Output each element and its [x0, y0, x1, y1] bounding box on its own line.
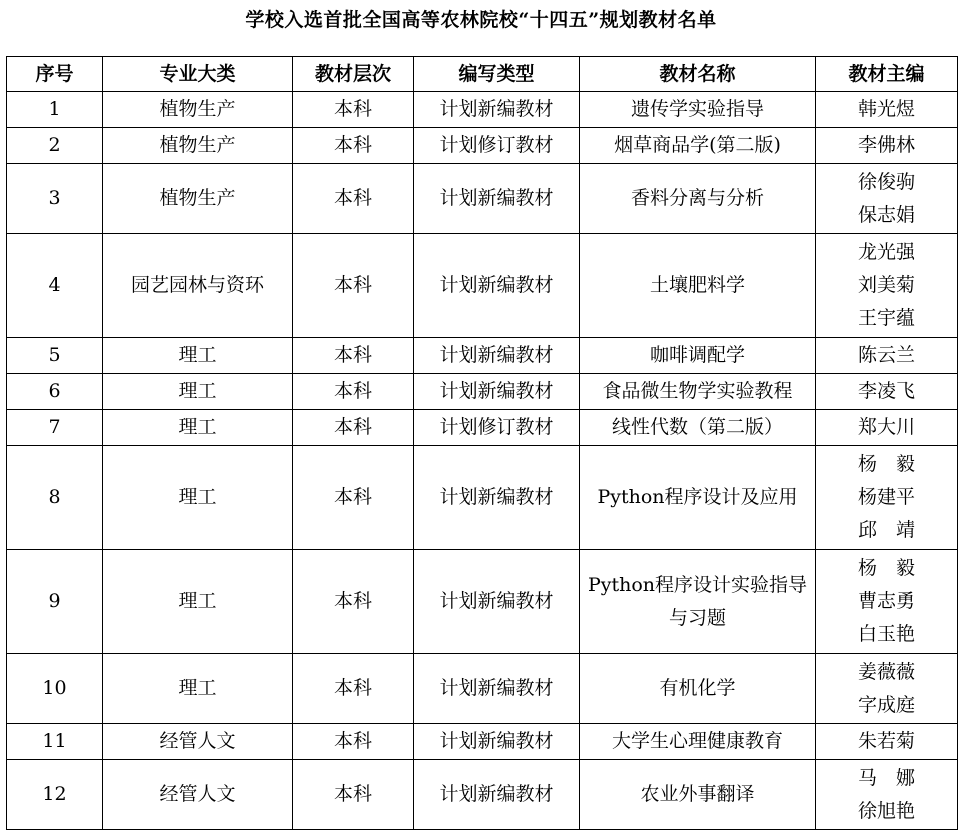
editor-name: 郑大川 [857, 416, 915, 438]
cell-textbook-name: 食品微生物学实验教程 [580, 374, 816, 410]
editor-name: 徐俊驹 [857, 170, 915, 193]
cell-writing-type: 计划修订教材 [414, 410, 580, 446]
cell-major-category: 理工 [103, 654, 293, 724]
cell-writing-type: 计划新编教材 [414, 234, 580, 338]
editor-name: 姜薇薇 [857, 660, 915, 683]
cell-writing-type: 计划新编教材 [414, 724, 580, 760]
table-header-row [7, 57, 958, 92]
cell-textbook-level: 本科 [293, 410, 414, 446]
cell-serial-number: 10 [7, 654, 103, 724]
cell-serial-number: 9 [7, 550, 103, 654]
cell-major-category: 园艺园林与资环 [103, 234, 293, 338]
cell-textbook-level: 本科 [293, 338, 414, 374]
cell-writing-type: 计划新编教材 [414, 654, 580, 724]
cell-chief-editor [816, 338, 958, 374]
table-row [7, 338, 958, 374]
cell-writing-type: 计划新编教材 [414, 446, 580, 550]
cell-textbook-level: 本科 [293, 92, 414, 128]
cell-major-category: 植物生产 [103, 128, 293, 164]
cell-textbook-name: 线性代数（第二版） [580, 410, 816, 446]
editor-name: 字成庭 [857, 693, 915, 716]
cell-serial-number: 7 [7, 410, 103, 446]
table-body [7, 92, 958, 830]
cell-textbook-name: 大学生心理健康教育 [580, 724, 816, 760]
cell-writing-type: 计划新编教材 [414, 550, 580, 654]
cell-textbook-level: 本科 [293, 724, 414, 760]
cell-textbook-name: 咖啡调配学 [580, 338, 816, 374]
cell-textbook-level: 本科 [293, 654, 414, 724]
cell-major-category: 经管人文 [103, 724, 293, 760]
cell-textbook-name: 烟草商品学(第二版) [580, 128, 816, 164]
cell-chief-editor [816, 374, 958, 410]
cell-chief-editor [816, 724, 958, 760]
cell-textbook-level: 本科 [293, 374, 414, 410]
editor-name: 李佛林 [857, 134, 915, 156]
editor-name: 韩光煜 [857, 98, 915, 120]
editor-name: 马 娜 [857, 766, 915, 789]
editor-name: 保志娟 [857, 203, 915, 226]
header-serial-number: 序号 [7, 57, 103, 92]
cell-textbook-name: 有机化学 [580, 654, 816, 724]
cell-textbook-level: 本科 [293, 234, 414, 338]
cell-writing-type: 计划新编教材 [414, 92, 580, 128]
cell-serial-number: 1 [7, 92, 103, 128]
header-textbook-level: 教材层次 [293, 57, 414, 92]
cell-chief-editor [816, 550, 958, 654]
header-major-category: 专业大类 [103, 57, 293, 92]
cell-chief-editor [816, 234, 958, 338]
cell-writing-type: 计划新编教材 [414, 164, 580, 234]
editor-name: 杨 毅 [857, 557, 915, 579]
cell-chief-editor [816, 446, 958, 550]
cell-writing-type: 计划修订教材 [414, 128, 580, 164]
cell-textbook-name: 遗传学实验指导 [580, 92, 816, 128]
cell-serial-number: 4 [7, 234, 103, 338]
editor-name: 杨建平 [857, 486, 915, 508]
cell-textbook-level: 本科 [293, 760, 414, 830]
cell-major-category: 理工 [103, 410, 293, 446]
table-row [7, 128, 958, 164]
cell-major-category: 理工 [103, 446, 293, 550]
cell-textbook-name: Python程序设计及应用 [580, 446, 816, 550]
cell-chief-editor [816, 760, 958, 830]
cell-chief-editor [816, 410, 958, 446]
cell-chief-editor [816, 92, 958, 128]
cell-textbook-level: 本科 [293, 550, 414, 654]
cell-textbook-name: 土壤肥料学 [580, 234, 816, 338]
cell-major-category: 植物生产 [103, 92, 293, 128]
editor-name: 白玉艳 [857, 623, 915, 645]
cell-serial-number: 2 [7, 128, 103, 164]
cell-major-category: 理工 [103, 338, 293, 374]
editor-name: 李凌飞 [857, 380, 915, 402]
editor-name: 杨 毅 [857, 453, 915, 475]
cell-major-category: 理工 [103, 550, 293, 654]
cell-textbook-name: 农业外事翻译 [580, 760, 816, 830]
table-row [7, 654, 958, 724]
table-row [7, 410, 958, 446]
cell-chief-editor [816, 654, 958, 724]
cell-chief-editor [816, 128, 958, 164]
editor-name: 曹志勇 [857, 590, 915, 612]
table-row [7, 550, 958, 654]
editor-name: 龙光强 [857, 241, 915, 263]
table-row [7, 446, 958, 550]
cell-major-category: 经管人文 [103, 760, 293, 830]
editor-name: 邱 靖 [857, 519, 915, 541]
cell-writing-type: 计划新编教材 [414, 760, 580, 830]
cell-chief-editor [816, 164, 958, 234]
cell-textbook-name: Python程序设计实验指导与习题 [580, 550, 816, 654]
table-row [7, 760, 958, 830]
cell-serial-number: 5 [7, 338, 103, 374]
editor-name: 王宇蕴 [857, 307, 915, 329]
textbook-list-table [6, 56, 958, 830]
editor-name: 徐旭艳 [857, 799, 915, 822]
cell-textbook-level: 本科 [293, 128, 414, 164]
header-chief-editor: 教材主编 [816, 57, 958, 92]
editor-name: 刘美菊 [857, 274, 915, 296]
header-writing-type: 编写类型 [414, 57, 580, 92]
editor-name: 陈云兰 [857, 344, 915, 366]
cell-serial-number: 3 [7, 164, 103, 234]
cell-serial-number: 12 [7, 760, 103, 830]
cell-writing-type: 计划新编教材 [414, 374, 580, 410]
cell-major-category: 植物生产 [103, 164, 293, 234]
table-row [7, 374, 958, 410]
cell-textbook-level: 本科 [293, 446, 414, 550]
header-textbook-name: 教材名称 [580, 57, 816, 92]
table-row [7, 92, 958, 128]
editor-name: 朱若菊 [857, 730, 915, 752]
table-row [7, 164, 958, 234]
table-row [7, 724, 958, 760]
table-row [7, 234, 958, 338]
cell-serial-number: 8 [7, 446, 103, 550]
document-title: 学校入选首批全国高等农林院校“十四五”规划教材名单 [245, 9, 717, 31]
cell-serial-number: 6 [7, 374, 103, 410]
cell-serial-number: 11 [7, 724, 103, 760]
cell-textbook-name: 香料分离与分析 [580, 164, 816, 234]
cell-major-category: 理工 [103, 374, 293, 410]
cell-writing-type: 计划新编教材 [414, 338, 580, 374]
cell-textbook-level: 本科 [293, 164, 414, 234]
